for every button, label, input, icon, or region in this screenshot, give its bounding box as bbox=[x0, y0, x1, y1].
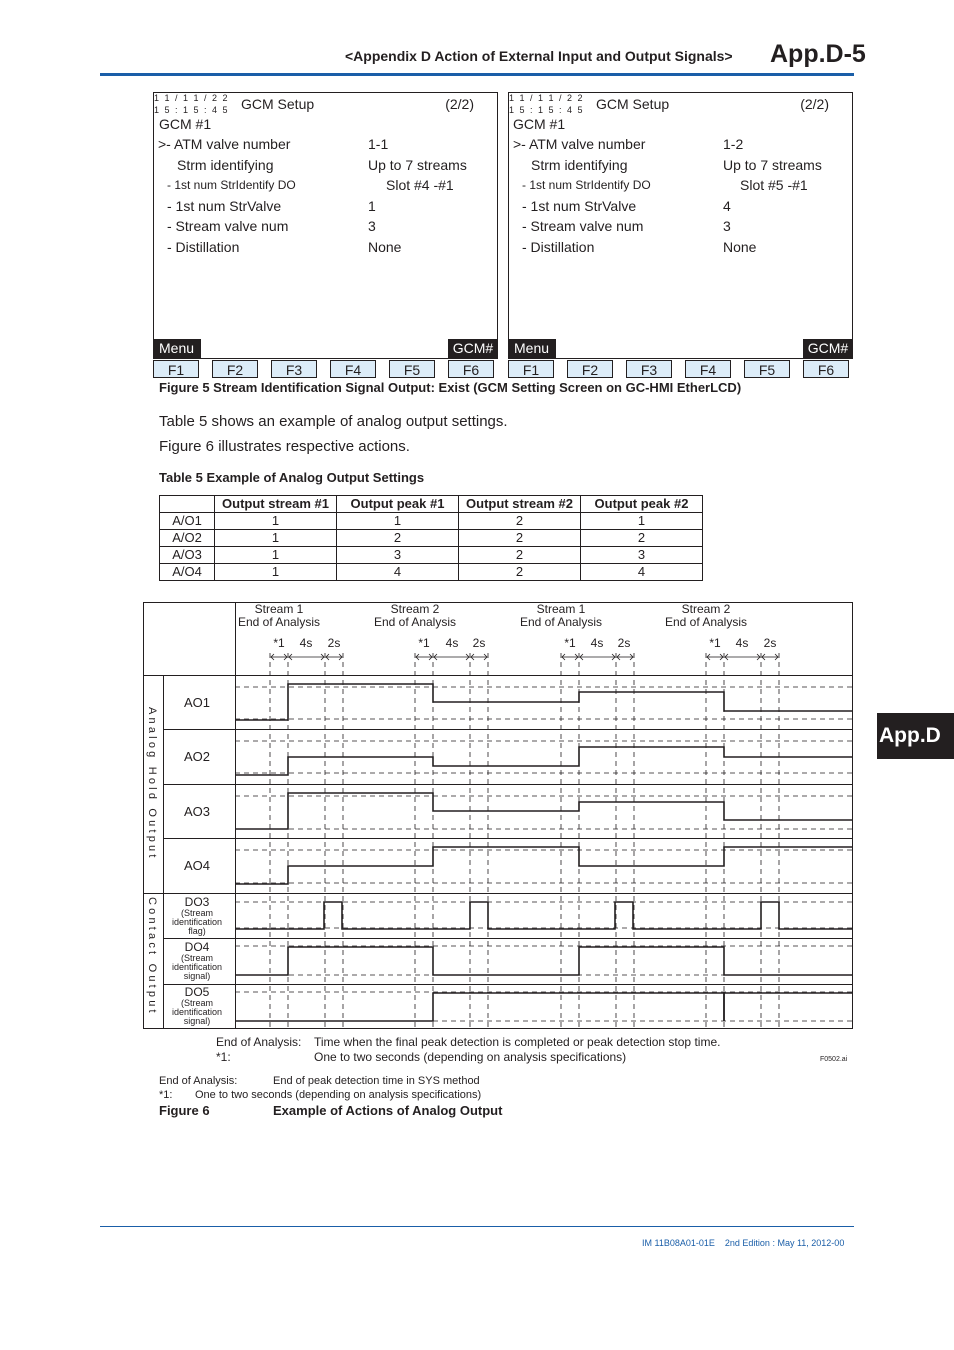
table-cell: A/O1 bbox=[160, 513, 215, 530]
timing-label-star1: *1 bbox=[418, 636, 430, 650]
timing-label-2s: 2s bbox=[327, 636, 341, 650]
body-paragraph-1: Table 5 shows an example of analog output settings. bbox=[159, 413, 508, 430]
gcm-setup-screen-2 bbox=[508, 92, 853, 379]
row-value: None bbox=[368, 239, 402, 255]
table-header-cell: Output stream #1 bbox=[215, 496, 337, 513]
do4-sub: signal) bbox=[183, 971, 211, 981]
figure5-caption: Figure 5 Stream Identification Signal Output: Exist (GCM Setting Screen on GC-HMI EtherLCD) bbox=[159, 380, 742, 395]
stream-label: Stream 1 bbox=[254, 602, 304, 616]
stream-label: Stream 1 bbox=[536, 602, 586, 616]
table-cell: A/O2 bbox=[160, 530, 215, 547]
ao3-label: AO3 bbox=[183, 804, 211, 819]
menu-button[interactable]: Menu bbox=[508, 339, 556, 358]
ao3-waveform bbox=[235, 793, 852, 829]
table-cell: 2 bbox=[337, 530, 459, 547]
ao1-label: AO1 bbox=[183, 695, 211, 710]
body-paragraph-2: Figure 6 illustrates respective actions. bbox=[159, 438, 410, 455]
f6-key[interactable]: F6 bbox=[803, 360, 849, 378]
timing-label-4s: 4s bbox=[299, 636, 313, 650]
end-of-analysis-label: End of Analysis bbox=[664, 615, 748, 629]
row-value: 3 bbox=[368, 218, 376, 234]
f5-key[interactable]: F5 bbox=[744, 360, 790, 378]
table-row bbox=[160, 513, 703, 530]
f4-key[interactable]: F4 bbox=[330, 360, 376, 378]
note2-end-of-analysis-desc: End of peak detection time in SYS method bbox=[273, 1075, 480, 1087]
f2-key[interactable]: F2 bbox=[567, 360, 613, 378]
end-of-analysis-label: End of Analysis bbox=[373, 615, 457, 629]
ao1-waveform bbox=[235, 684, 852, 720]
note2-star1: *1: bbox=[159, 1089, 173, 1101]
screen-clock: 1 1 / 1 1 / 2 2 1 5 : 1 5 : 4 5 bbox=[509, 93, 585, 115]
note2-star1-desc: One to two seconds (depending on analysis specifications) bbox=[195, 1089, 482, 1101]
timing-label-star1: *1 bbox=[709, 636, 721, 650]
contact-output-group-label: Contact Output bbox=[146, 897, 158, 1016]
f4-key[interactable]: F4 bbox=[685, 360, 731, 378]
row-value: Slot #4 -#1 bbox=[386, 177, 454, 193]
row-value: Slot #5 -#1 bbox=[740, 177, 808, 193]
table-header-cell: Output peak #2 bbox=[581, 496, 703, 513]
row-label[interactable]: >- ATM valve number bbox=[513, 136, 646, 152]
analog-output-timing-diagram bbox=[142, 601, 854, 1031]
gcm-setup-screen-1 bbox=[153, 92, 498, 379]
f3-key[interactable]: F3 bbox=[271, 360, 317, 378]
table-header-cell bbox=[160, 496, 215, 513]
note-star1: *1: bbox=[216, 1050, 231, 1064]
timing-label-star1: *1 bbox=[564, 636, 576, 650]
do4-sub: (Stream bbox=[180, 953, 214, 963]
note-star1-desc: One to two seconds (depending on analysis specifications) bbox=[314, 1050, 627, 1064]
ao4-label: AO4 bbox=[183, 858, 211, 873]
row-value: 1 bbox=[368, 198, 376, 214]
figure-file-id: F0502.ai bbox=[820, 1056, 848, 1063]
row-label[interactable]: - Distillation bbox=[522, 239, 595, 255]
table-header-cell: Output peak #1 bbox=[337, 496, 459, 513]
row-value: 1-1 bbox=[368, 136, 389, 152]
timing-label-2s: 2s bbox=[472, 636, 486, 650]
timing-label-2s: 2s bbox=[617, 636, 631, 650]
row-value: 4 bbox=[723, 198, 731, 214]
do4-sub: identification bbox=[171, 962, 223, 972]
do4-waveform bbox=[235, 947, 852, 975]
menu-button[interactable]: Menu bbox=[153, 339, 201, 358]
row-value: 3 bbox=[723, 218, 731, 234]
row-value: Up to 7 streams bbox=[368, 157, 467, 173]
table-row bbox=[160, 564, 703, 581]
header-title: <Appendix D Action of External Input and Output Signals> bbox=[345, 48, 733, 64]
screen-page-indicator: (2/2) bbox=[800, 96, 829, 112]
do5-waveform bbox=[724, 993, 852, 1021]
stream-label: Stream 2 bbox=[390, 602, 440, 616]
timing-label-4s: 4s bbox=[590, 636, 604, 650]
row-label[interactable]: - Stream valve num bbox=[522, 218, 644, 234]
f2-key[interactable]: F2 bbox=[212, 360, 258, 378]
note2-end-of-analysis: End of Analysis: bbox=[159, 1075, 238, 1087]
row-label[interactable]: - 1st num StrIdentify DO bbox=[167, 178, 296, 192]
row-label[interactable]: Strm identifying bbox=[177, 157, 274, 173]
do5-sub: (Stream bbox=[180, 998, 214, 1008]
timing-label-star1: *1 bbox=[273, 636, 285, 650]
f6-key[interactable]: F6 bbox=[448, 360, 494, 378]
do5-sub: identification bbox=[171, 1007, 223, 1017]
gcm-button[interactable]: GCM# bbox=[448, 339, 498, 358]
table-cell: 1 bbox=[215, 547, 337, 564]
table-cell: 2 bbox=[459, 530, 581, 547]
row-value: 1-2 bbox=[723, 136, 744, 152]
table-cell: 1 bbox=[215, 564, 337, 581]
screen-title: GCM Setup bbox=[596, 96, 670, 112]
f1-key[interactable]: F1 bbox=[508, 360, 554, 378]
f5-key[interactable]: F5 bbox=[389, 360, 435, 378]
do3-sub: flag) bbox=[188, 926, 206, 936]
row-label[interactable]: - Distillation bbox=[167, 239, 240, 255]
analog-hold-output-group-label: Analog Hold Output bbox=[146, 707, 158, 861]
table-cell: 4 bbox=[337, 564, 459, 581]
table-cell: 1 bbox=[215, 530, 337, 547]
table-cell: 3 bbox=[581, 547, 703, 564]
do5-label: DO5 bbox=[184, 985, 210, 999]
do5-sub: signal) bbox=[183, 1016, 211, 1026]
diagram-frame bbox=[144, 603, 853, 1029]
f3-key[interactable]: F3 bbox=[626, 360, 672, 378]
row-label[interactable]: - 1st num StrValve bbox=[167, 198, 282, 214]
screen-clock: 1 1 / 1 1 / 2 2 1 5 : 1 5 : 4 5 bbox=[154, 93, 230, 115]
table-cell: 1 bbox=[337, 513, 459, 530]
do4-label: DO4 bbox=[184, 940, 210, 954]
screen-title: GCM Setup bbox=[241, 96, 315, 112]
ao4-waveform bbox=[235, 847, 852, 884]
table5 bbox=[159, 495, 703, 581]
row-label[interactable]: - 1st num StrIdentify DO bbox=[522, 178, 651, 192]
do3-waveform bbox=[235, 902, 852, 929]
do3-label: DO3 bbox=[184, 895, 210, 909]
table5-caption: Table 5 Example of Analog Output Settings bbox=[159, 470, 425, 485]
figure6-title: Example of Actions of Analog Output bbox=[273, 1103, 503, 1118]
table-cell: A/O4 bbox=[160, 564, 215, 581]
header-rule bbox=[100, 73, 854, 76]
timing-label-4s: 4s bbox=[445, 636, 459, 650]
end-of-analysis-label: End of Analysis bbox=[519, 615, 603, 629]
row-value: None bbox=[723, 239, 757, 255]
table-cell: 2 bbox=[459, 513, 581, 530]
row-label[interactable]: Strm identifying bbox=[531, 157, 628, 173]
screen-page-indicator: (2/2) bbox=[445, 96, 474, 112]
table-cell: 1 bbox=[581, 513, 703, 530]
table-row bbox=[160, 547, 703, 564]
table-cell: 2 bbox=[581, 530, 703, 547]
do3-sub: identification bbox=[171, 917, 223, 927]
note-end-of-analysis: End of Analysis: bbox=[216, 1035, 302, 1049]
table-row bbox=[160, 530, 703, 547]
table-cell: 2 bbox=[459, 547, 581, 564]
table-header-cell: Output stream #2 bbox=[459, 496, 581, 513]
screen-gcm-label: GCM #1 bbox=[159, 116, 212, 132]
ao2-label: AO2 bbox=[183, 749, 211, 764]
row-label[interactable]: - Stream valve num bbox=[167, 218, 289, 234]
gcm-button[interactable]: GCM# bbox=[803, 339, 853, 358]
table-cell: A/O3 bbox=[160, 547, 215, 564]
footer-doc-id: IM 11B08A01-01E 2nd Edition : May 11, 2012-00 bbox=[642, 1238, 845, 1248]
table-header-row bbox=[160, 496, 703, 513]
end-of-analysis-label: End of Analysis bbox=[237, 615, 321, 629]
table-cell: 2 bbox=[459, 564, 581, 581]
header-page-number: App.D-5 bbox=[770, 40, 866, 68]
table-cell: 1 bbox=[215, 513, 337, 530]
table-cell: 3 bbox=[337, 547, 459, 564]
row-value: Up to 7 streams bbox=[723, 157, 822, 173]
timing-label-4s: 4s bbox=[735, 636, 749, 650]
timing-label-2s: 2s bbox=[763, 636, 777, 650]
row-label[interactable]: >- ATM valve number bbox=[158, 136, 291, 152]
stream-label: Stream 2 bbox=[681, 602, 731, 616]
table-cell: 4 bbox=[581, 564, 703, 581]
row-label[interactable]: - 1st num StrValve bbox=[522, 198, 637, 214]
appendix-side-tab[interactable]: App.D bbox=[877, 713, 954, 759]
screen-gcm-label: GCM #1 bbox=[513, 116, 566, 132]
figure6-label: Figure 6 bbox=[159, 1103, 210, 1118]
f1-key[interactable]: F1 bbox=[153, 360, 199, 378]
footer-rule bbox=[100, 1226, 854, 1227]
ao2-waveform bbox=[235, 747, 852, 775]
do3-sub: (Stream bbox=[180, 908, 214, 918]
note-end-of-analysis-desc: Time when the final peak detection is completed or peak detection stop time. bbox=[314, 1035, 721, 1049]
do5-waveform bbox=[235, 993, 724, 1021]
